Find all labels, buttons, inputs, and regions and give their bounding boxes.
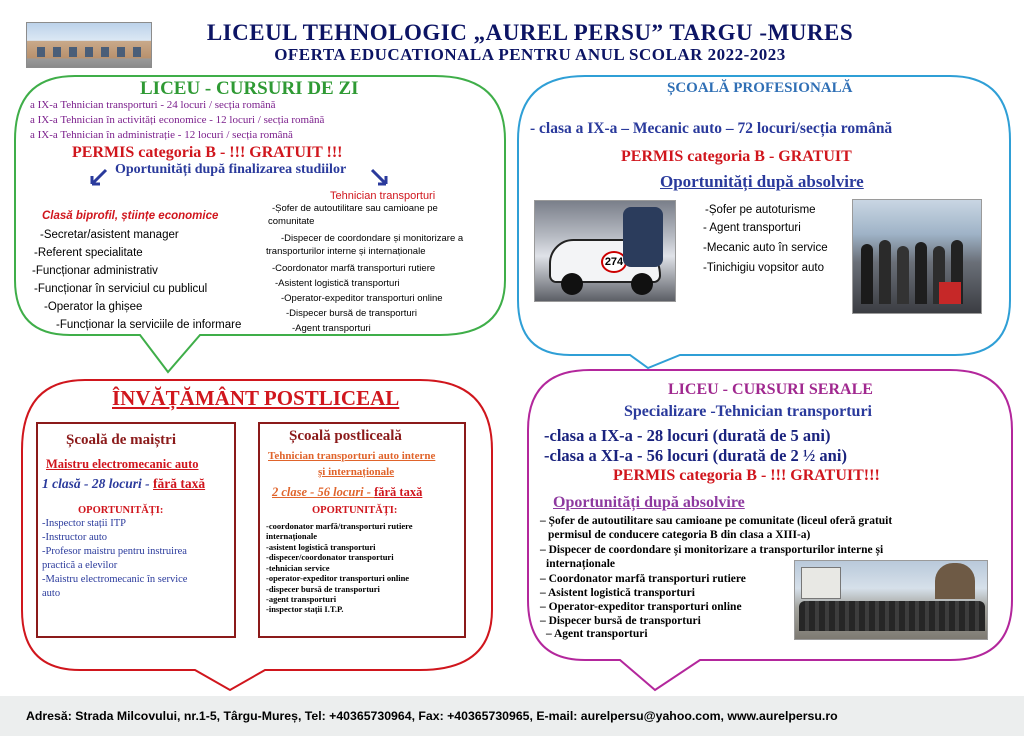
serale-specialization: Specializare -Tehnician transporturi	[624, 403, 872, 420]
postliceala-item: -dispecer bursă de transporturi	[266, 584, 380, 594]
serale-item: – Dispecer de coordondare și monitorizare a transporturilor interne și	[540, 544, 884, 556]
scoala-prof-item: -Tinichigiu vopsitor auto	[703, 262, 825, 274]
liceu-zi-right-item: -Șofer de autoutilitare sau camioane pe	[272, 203, 438, 214]
serale-item: – Dispecer bursă de transporturi	[540, 615, 701, 627]
liceu-zi-right-item: -Asistent logistică transporturi	[275, 278, 400, 289]
footer	[0, 696, 1024, 736]
maistri-count-line	[42, 476, 205, 492]
liceu-zi-right-item: comunitate	[268, 216, 315, 227]
liceu-zi-right-item: -Agent transporturi	[292, 323, 371, 334]
liceu-zi-class-3: a IX-a Tehnician în administrație - 12 locuri / secția română	[30, 129, 293, 141]
serale-opportunities: Oportunități după absolvire	[553, 494, 745, 511]
liceu-zi-permis: PERMIS categoria B - !!! GRATUIT !!!	[72, 144, 343, 161]
liceu-zi-right-item: transporturilor interne și internaționale	[266, 246, 426, 257]
liceu-zi-opportunities: Oportunități după finalizarea studiilor	[115, 162, 347, 177]
maistri-subtitle: Maistru electromecanic auto	[46, 457, 199, 471]
maistri-item: -Maistru electromecanic în service	[42, 574, 188, 585]
postliceala-subtitle-2: și internaționale	[318, 466, 395, 478]
postliceala-item: -asistent logistică transporturi	[266, 542, 376, 552]
liceu-zi-right-item: -Dispecer de coordondare și monitorizare a	[281, 233, 464, 244]
liceu-zi-left-item: -Funcționar administrativ	[32, 265, 158, 277]
serale-item: – Asistent logistică transporturi	[540, 587, 695, 599]
page-title: LICEUL TEHNOLOGIC „AUREL PERSU” TARGU -MURES	[206, 20, 854, 45]
liceu-zi-class-2: a IX-a Tehnician în activități economice - 12 locuri / secția română	[30, 114, 325, 126]
liceu-zi-title: LICEU - CURSURI DE ZI	[140, 78, 359, 99]
scoala-prof-item: - Agent transporturi	[703, 222, 801, 234]
serale-item: internaționale	[546, 558, 615, 570]
scoala-prof-opportunities: Oportunități după absolvire	[660, 172, 864, 191]
postliceala-count-line	[272, 485, 422, 500]
serale-permis: PERMIS categoria B - !!! GRATUIT!!!	[613, 467, 880, 484]
maistri-box	[36, 422, 236, 638]
liceu-zi-right-item: -Coordonator marfă transporturi rutiere	[272, 263, 436, 274]
arrow-down-right-icon	[372, 170, 386, 184]
postliceala-item: -coordonator marfă/transporturi rutiere	[266, 521, 413, 531]
liceu-zi-right-title: Tehnician transporturi	[330, 190, 436, 202]
maistri-count: 1 clasă - 28 locuri -	[42, 476, 153, 491]
arrow-down-left-icon	[92, 170, 106, 184]
postliceala-item: -operator-expeditor transporturi online	[266, 573, 410, 583]
page-subtitle: OFERTA EDUCATIONALA PENTRU ANUL SCOLAR 2022-2023	[274, 45, 786, 64]
maistri-item: -Inspector stații ITP	[42, 518, 126, 529]
postliceal-title: ÎNVĂȚĂMÂNT POSTLICEAL	[112, 386, 400, 410]
postliceala-item: -dispecer/coordonator transporturi	[266, 552, 394, 562]
serale-item: – Șofer de autoutilitare sau camioane pe comunitate (liceul oferă gratuit	[540, 515, 893, 527]
school-building-photo	[26, 22, 152, 68]
scoala-prof-item: -Șofer pe autoturisme	[705, 204, 816, 216]
serale-title: LICEU - CURSURI SERALE	[668, 381, 873, 398]
footer-contact: Adresă: Strada Milcovului, nr.1-5, Târgu-Mureș, Tel: +40365730964, Fax: +40365730965, E-mail: aurelpersu@yahoo.com, www.aurelpersu.ro	[26, 709, 838, 723]
liceu-zi-left-item: -Secretar/asistent manager	[40, 229, 179, 241]
serale-line-1: -clasa a IX-a - 28 locuri (durată de 5 ani)	[544, 426, 831, 445]
maistri-item: auto	[42, 588, 61, 599]
postliceala-item: -agent transporturi	[266, 594, 337, 604]
maistri-fee: fără taxă	[153, 476, 206, 491]
liceu-zi-right-item: -Operator-expeditor transporturi online	[281, 293, 443, 304]
car-number: 274	[601, 251, 627, 273]
liceu-zi-left-title: Clasă biprofil, științe economice	[42, 210, 219, 222]
postliceala-item: -tehnician service	[266, 563, 330, 573]
maistri-title: Școală de maiștri	[66, 432, 176, 448]
postliceala-item: internaționale	[266, 531, 317, 541]
workshop-students-photo	[852, 199, 982, 314]
race-car-photo	[534, 200, 676, 302]
serale-item: – Coordonator marfă transporturi rutiere	[540, 573, 746, 585]
postliceala-title: Școală postliceală	[289, 428, 402, 444]
postliceala-opp-title: OPORTUNITĂȚI:	[312, 505, 398, 516]
maistri-item: practică a elevilor	[42, 560, 118, 571]
maistri-item: -Instructor auto	[42, 532, 108, 543]
liceu-zi-left-item: -Operator la ghișee	[44, 301, 143, 313]
group-students-photo	[794, 560, 988, 640]
scoala-prof-item: -Mecanic auto în service	[703, 242, 828, 254]
serale-line-2: -clasa a XI-a - 56 locuri (durată de 2 ½ ani)	[544, 446, 847, 465]
scoala-prof-title: ȘCOALĂ PROFESIONALĂ	[667, 80, 853, 96]
serale-item: permisul de conducere categoria B din clasa a XIII-a)	[548, 529, 811, 541]
postliceala-count: 2 clase - 56 locuri -	[272, 485, 375, 499]
postliceala-item: -inspector stații I.T.P.	[266, 604, 344, 614]
maistri-item: -Profesor maistru pentru instruirea	[42, 546, 187, 557]
postliceala-fee: fără taxă	[374, 485, 423, 499]
serale-item: – Agent transporturi	[546, 628, 648, 640]
liceu-zi-right-item: -Dispecer bursă de transporturi	[286, 308, 417, 319]
postliceala-subtitle-1: Tehnician transporturi auto interne	[268, 450, 436, 462]
liceu-zi-left-item: -Funcționar în serviciul cu publicul	[34, 283, 208, 295]
liceu-zi-left-item: -Funcționar la serviciile de informare	[56, 319, 242, 331]
liceu-zi-left-item: -Referent specialitate	[34, 247, 143, 259]
scoala-prof-class: - clasa a IX-a – Mecanic auto – 72 locuri/secția română	[530, 120, 893, 137]
serale-item: – Operator-expeditor transporturi online	[540, 601, 742, 613]
liceu-zi-class-1: a IX-a Tehnician transporturi - 24 locuri / secția română	[30, 99, 276, 111]
maistri-opp-title: OPORTUNITĂȚI:	[78, 505, 164, 516]
scoala-prof-permis: PERMIS categoria B - GRATUIT	[621, 148, 852, 165]
